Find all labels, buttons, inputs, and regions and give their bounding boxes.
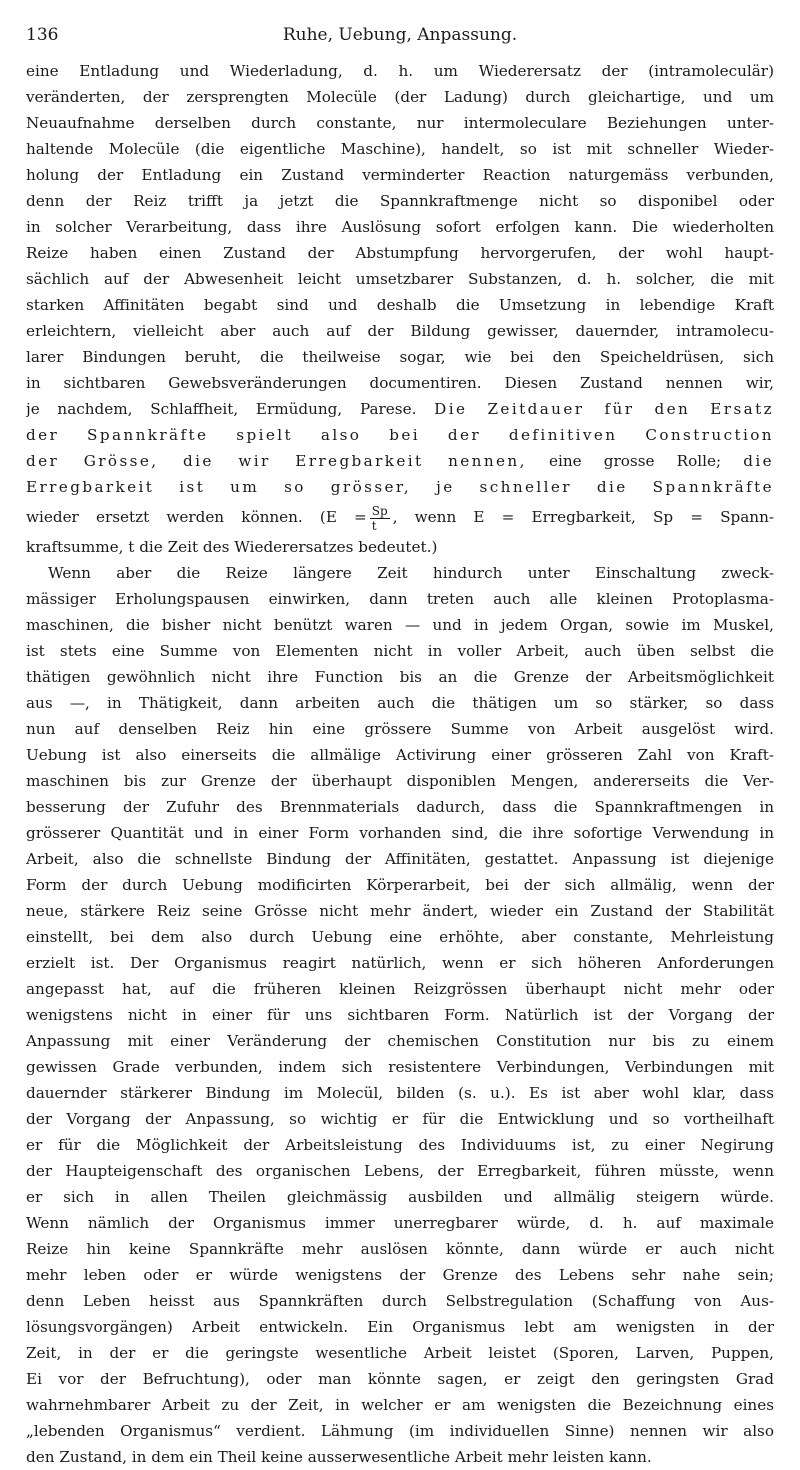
- text-line: wahrnehmbarer Arbeit zu der Zeit, in welcher er am wenigsten die Bezeichnung eines: [26, 1396, 774, 1414]
- text-line: einstellt, bei dem also durch Uebung eine erhöhte, aber constante, Mehrleistung: [26, 928, 774, 946]
- fraction: [370, 505, 390, 532]
- text-line: mässiger Erholungspausen einwirken, dann treten auch alle kleinen Protoplasma-: [26, 590, 774, 608]
- text-line: er sich in allen Theilen gleichmässig ausbilden und allmälig steigern würde.: [26, 1188, 774, 1206]
- spaced-emphasis: der Spannkräfte spielt also bei der definitiven Construction: [26, 426, 774, 444]
- text-line: Zeit, in der er die geringste wesentliche Arbeit leistet (Sporen, Larven, Puppen,: [26, 1344, 774, 1362]
- text-line: holung der Entladung ein Zustand verminderter Reaction naturgemäss verbunden,: [26, 166, 774, 184]
- text-line: haltende Molecüle (die eigentliche Maschine), handelt, so ist mit schneller Wieder-: [26, 140, 774, 158]
- fraction-numerator: Sp: [371, 503, 388, 518]
- spaced-emphasis: Erregbarkeit ist um so grösser, je schneller die Spannkräfte: [26, 478, 774, 496]
- text-line: erleichtern, vielleicht aber auch auf der Bildung gewisser, dauernder, intramolecu-: [26, 322, 774, 340]
- text-line: in sichtbaren Gewebsveränderungen documentiren. Diesen Zustand nennen wir,: [26, 374, 774, 392]
- text-line: sächlich auf der Abwesenheit leicht umsetzbarer Substanzen, d. h. solcher, die mit: [26, 270, 774, 288]
- text-line: Neuaufnahme derselben durch constante, nur intermoleculare Beziehungen unter-: [26, 114, 774, 132]
- text-line: larer Bindungen beruht, die theilweise sogar, wie bei den Speicheldrüsen, sich: [26, 348, 774, 366]
- text-line: Arbeit, also die schnellste Bindung der Affinitäten, gestattet. Anpassung ist diejenige: [26, 850, 774, 868]
- running-title: Ruhe, Uebung, Anpassung.: [282, 25, 518, 45]
- paragraph-1: [26, 58, 774, 560]
- text-line: Anpassung mit einer Veränderung der chemischen Constitution nur bis zu einem: [26, 1032, 774, 1050]
- text-line: kraftsumme, t die Zeit des Wiederersatzes bedeutet.): [26, 538, 438, 556]
- text-line: Wenn aber die Reize längere Zeit hindurch unter Einschaltung zweck-: [48, 564, 774, 582]
- text-line: erzielt ist. Der Organismus reagirt natürlich, wenn er sich höheren Anforderungen: [26, 954, 774, 972]
- running-head: [26, 22, 774, 48]
- text-line: Form der durch Uebung modificirten Körperarbeit, bei der sich allmälig, wenn der: [26, 876, 774, 894]
- text-line: eine Entladung und Wiederladung, d. h. um Wiederersatz der (intramoleculär): [26, 62, 774, 80]
- fraction-denominator: t: [371, 518, 377, 533]
- text-line: nun auf denselben Reiz hin eine grössere Summe von Arbeit ausgelöst wird.: [26, 720, 774, 738]
- text-line: starken Affinitäten begabt sind und deshalb die Umsetzung in lebendige Kraft: [26, 296, 774, 314]
- text-line: aus —, in Thätigkeit, dann arbeiten auch die thätigen um so stärker, so dass: [26, 694, 774, 712]
- text-line: maschinen, die bisher nicht benützt waren — und in jedem Organ, sowie im Muskel,: [26, 616, 774, 634]
- text-line: maschinen bis zur Grenze der überhaupt disponiblen Mengen, andererseits die Ver-: [26, 772, 774, 790]
- text-line: dauernder stärkerer Bindung im Molecül, bilden (s. u.). Es ist aber wohl klar, dass: [26, 1084, 774, 1102]
- text-line: Wenn nämlich der Organismus immer unerregbarer würde, d. h. auf maximale: [26, 1214, 774, 1232]
- text-line: [26, 448, 774, 474]
- text-line: gewissen Grade verbunden, indem sich resistentere Verbindungen, Verbindungen mit: [26, 1058, 774, 1076]
- text-line: veränderten, der zersprengten Molecüle (der Ladung) durch gleichartige, und um: [26, 88, 774, 106]
- text-line: wenigstens nicht in einer für uns sichtbaren Form. Natürlich ist der Vorgang der: [26, 1006, 774, 1024]
- paragraph-2: [26, 560, 774, 1470]
- spaced-emphasis: Die Zeitdauer für den Ersatz: [434, 400, 774, 418]
- text-line: der Vorgang der Anpassung, so wichtig er für die Entwicklung und so vortheilhaft: [26, 1110, 774, 1128]
- text-line: thätigen gewöhnlich nicht ihre Function bis an die Grenze der Arbeitsmöglichkeit: [26, 668, 774, 686]
- text-line: Reize hin keine Spannkräfte mehr auslösen könnte, dann würde er auch nicht: [26, 1240, 774, 1258]
- formula-line: [26, 500, 774, 534]
- page-number: 136: [26, 25, 59, 45]
- spaced-emphasis: die: [743, 452, 774, 470]
- text-line: lösungsvorgängen) Arbeit entwickeln. Ein Organismus lebt am wenigsten in der: [26, 1318, 774, 1336]
- text-line: Ei vor der Befruchtung), oder man könnte sagen, er zeigt den geringsten Grad: [26, 1370, 774, 1388]
- text-line: er für die Möglichkeit der Arbeitsleistung des Individuums ist, zu einer Negirung: [26, 1136, 774, 1154]
- text-line: denn der Reiz trifft ja jetzt die Spannkraftmenge nicht so disponibel oder: [26, 192, 774, 210]
- text-line: grösserer Quantität und in einer Form vorhanden sind, die ihre sofortige Verwendung in: [26, 824, 774, 842]
- text-line: den Zustand, in dem ein Theil keine ausserwesentliche Arbeit mehr leisten kann.: [26, 1448, 652, 1466]
- text-line: ist stets eine Summe von Elementen nicht in voller Arbeit, auch üben selbst die: [26, 642, 774, 660]
- text-line: der Haupteigenschaft des organischen Lebens, der Erregbarkeit, führen müsste, wenn: [26, 1162, 774, 1180]
- text-run: wieder ersetzt werden können. (E =: [26, 508, 367, 526]
- text-line: angepasst hat, auf die früheren kleinen Reizgrössen überhaupt nicht mehr oder: [26, 980, 774, 998]
- text-line: [26, 474, 774, 500]
- text-line: [26, 422, 774, 448]
- text-line: „lebenden Organismus“ verdient. Lähmung (im individuellen Sinne) nennen wir also: [26, 1422, 774, 1440]
- text-line: [26, 396, 774, 422]
- text-line: besserung der Zufuhr des Brennmaterials dadurch, dass die Spannkraftmengen in: [26, 798, 774, 816]
- spaced-emphasis: der Grösse, die wir Erregbarkeit nennen,: [26, 452, 527, 470]
- text-run: , wenn E = Erregbarkeit, Sp = Spann-: [392, 508, 774, 526]
- text-run: eine grosse Rolle;: [549, 452, 722, 470]
- text-line: in solcher Verarbeitung, dass ihre Auslösung sofort erfolgen kann. Die wiederholten: [26, 218, 774, 236]
- text-line: denn Leben heisst aus Spannkräften durch Selbstregulation (Schaffung von Aus-: [26, 1292, 774, 1310]
- text-run: je nachdem, Schlaffheit, Ermüdung, Parese.: [26, 400, 417, 418]
- text-line: neue, stärkere Reiz seine Grösse nicht mehr ändert, wieder ein Zustand der Stabilität: [26, 902, 774, 920]
- text-line: Uebung ist also einerseits die allmälige Activirung einer grösseren Zahl von Kraft-: [26, 746, 774, 764]
- text-line: mehr leben oder er würde wenigstens der Grenze des Lebens sehr nahe sein;: [26, 1266, 774, 1284]
- text-line: Reize haben einen Zustand der Abstumpfung hervorgerufen, der wohl haupt-: [26, 244, 774, 262]
